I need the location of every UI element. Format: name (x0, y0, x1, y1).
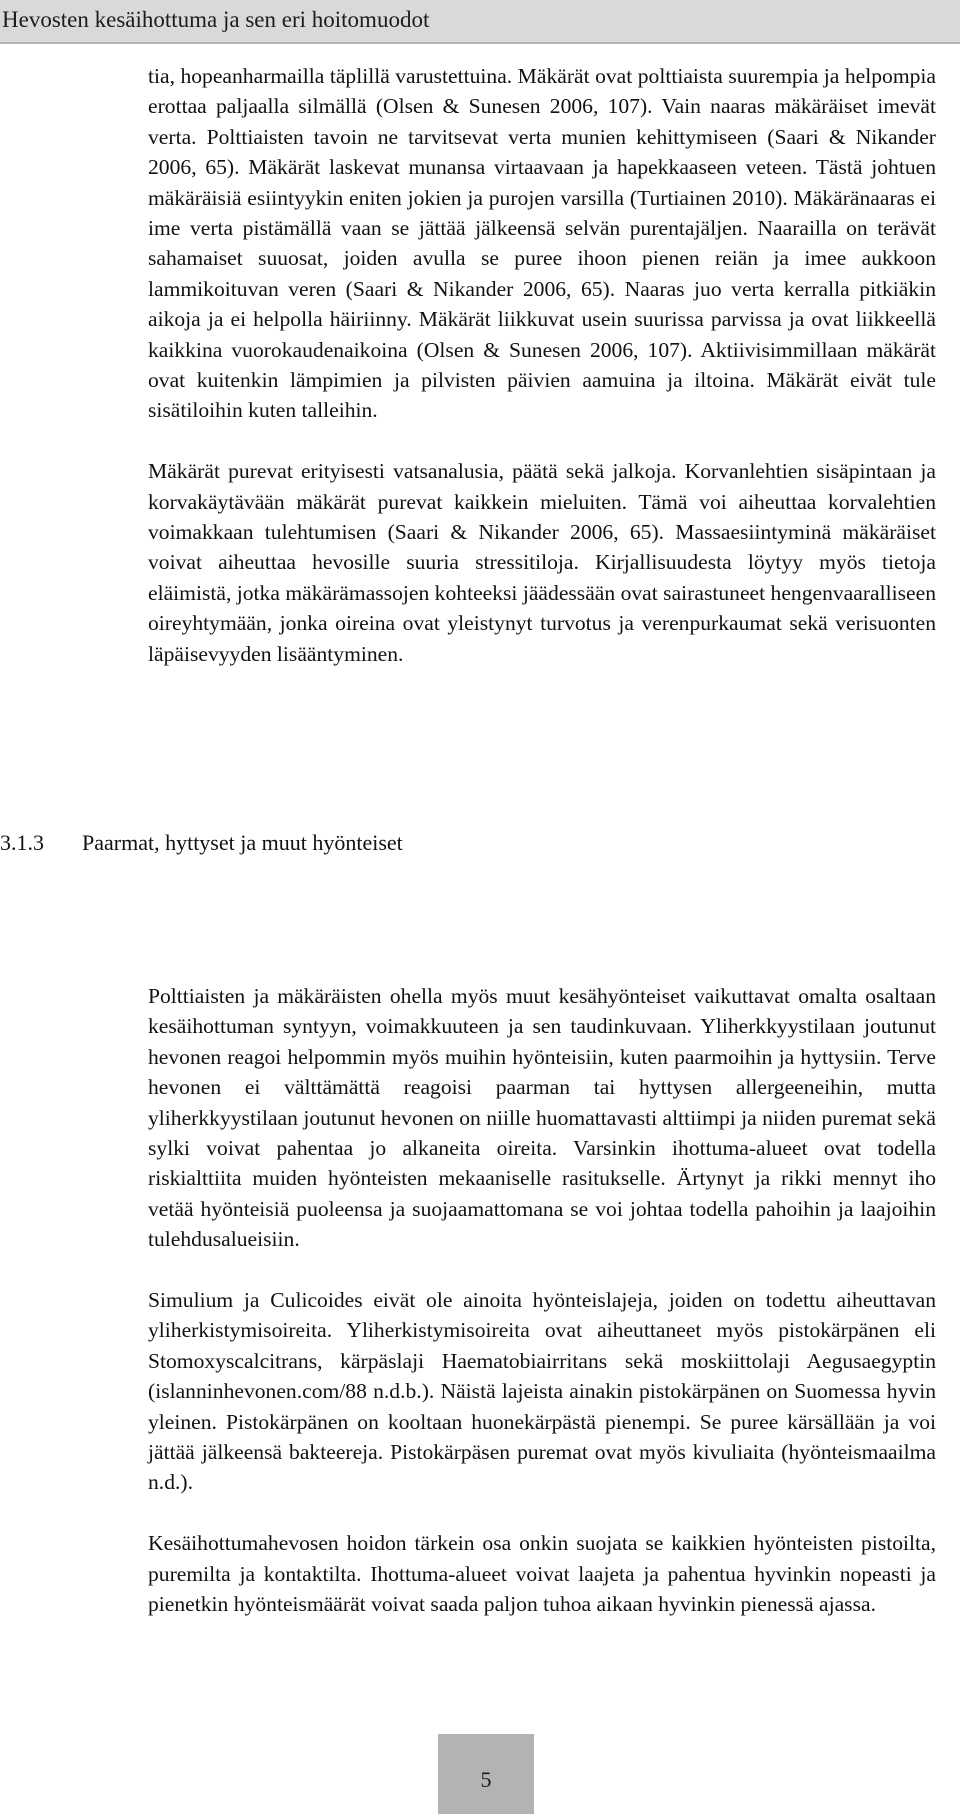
page-number-box (438, 1734, 534, 1814)
paragraph: Kesäihottumahevosen hoidon tärkein osa onkin suojata se kaikkien hyönteisten pistoilta, puremilta ja kontaktilta. Ihottuma-alueet voivat laajeta ja pahentua hyvinkin nopeasti ja pienetkin hyönteismäärät voivat saada paljon tuhoa aikaan hyvinkin pienessä ajassa. (148, 1531, 936, 1617)
section-body-makarat (148, 61, 936, 669)
section-number: 3.1.3 (0, 830, 44, 855)
page-number: 5 (480, 1767, 492, 1792)
section-title: Paarmat, hyttyset ja muut hyönteiset (82, 830, 403, 855)
paragraph: tia, hopeanharmailla täplillä varustettuina. Mäkärät ovat polttiaista suurempia ja helpompia erottaa paljaalla silmällä (Olsen & Sunesen 2006, 107). Vain naaras mäkäräiset imevät verta. Polttiaisten tavoin ne tarvitsevat verta munien kehittymiseen (Saari & Nikander 2006, 65). Mäkärät laskevat munansa virtaavaan ja hapekkaaseen veteen. Tästä johtuen mäkäräisiä esiintyykin eniten jokien ja purojen varsilla (Turtiainen 2010). Mäkäränaaras ei ime verta pistämällä vaan se jättää jälkeensä selvän purentajäljen. Naarailla on terävät sahamaiset suuosat, joiden avulla se puree ihoon pienen reiän ja imee aukkoon lammikoituvan veren (Saari & Nikander 2006, 65). Naaras juo verta kerralla pitkiäkin aikoja ja ei helpolla häiriinny. Mäkärät liikkuvat usein suurissa parvissa ja ovat liikkeellä kaikkina vuorokaudenaikoina (Olsen & Sunesen 2006, 107). Aktiivisimmillaan mäkärät ovat kuitenkin lämpimien ja pilvisten päivien aamuina ja iltoina. Mäkärät eivät tule sisätiloihin kuten talleihin. (148, 64, 936, 423)
paragraph: Mäkärät purevat erityisesti vatsanalusia, päätä sekä jalkoja. Korvanlehtien sisäpintaan ja korvakäytävään mäkärät purevat kaikkein mieluiten. Tämä voi aiheuttaa korvalehtien voimakkaan tulehtumisen (Saari & Nikander 2006, 65). Massaesiintyminä mäkäräiset voivat aiheuttaa hevosille suuria stressitiloja. Kirjallisuudesta löytyy myös tietoja eläimistä, jotka mäkärämassojen kohteeksi jäädessään ovat sairastuneet hengenvaaralliseen oireyhtymään, jonka oireina ovat yleistynyt turvotus ja verenpurkaumat sekä verisuonten läpäisevyyden lisääntyminen. (148, 459, 936, 666)
paragraph: Simulium ja Culicoides eivät ole ainoita hyönteislajeja, joiden on todettu aiheuttavan yliherkistymisoireita. Yliherkistymisoireita ovat aiheuttaneet myös pistokärpänen eli Stomoxyscalcitrans, kärpäslaji Haematobiairritans sekä moskiittolaji Aegusaegyptin (islanninhevonen.com/88 n.d.b.). Näistä lajeista ainakin pistokärpänen on Suomessa hyvin yleinen. Pistokärpänen on kooltaan huonekärpästä pienempi. Se puree kärsällään ja voi jättää jälkeensä bakteereja. Pistokärpäsen puremat ovat myös kivuliaita (hyönteismaailma n.d.). (148, 1288, 936, 1495)
section-body-paarmat (148, 981, 936, 1620)
document-title: Hevosten kesäihottuma ja sen eri hoitomuodot (2, 7, 430, 32)
paragraph: Polttiaisten ja mäkäräisten ohella myös muut kesähyönteiset vaikuttavat omalta osaltaan kesäihottuman syntyyn, voimakkuuteen ja sen taudinkuvaan. Yliherkkyystilaan joutunut hevonen reagoi helpommin myös muihin hyönteisiin, kuten paarmoihin ja hyttysiin. Terve hevonen ei välttämättä reagoisi paarman tai hyttysen allergeeneihin, mutta yliherkkyystilaan joutunut hevonen on niille huomattavasti alttiimpi ja niiden puremat sekä sylki voivat pahentaa jo alkaneita oireita. Varsinkin ihottuma-alueet ovat todella riskialttiita muiden hyönteisten mekaaniselle rasitukselle. Ärtynyt ja rikki mennyt iho vetää hyönteisiä puoleensa ja suojaamattomana se voi johtaa todella pahoihin ja laajoihin tulehdusalueisiin. (148, 984, 937, 1252)
running-header (0, 0, 960, 44)
